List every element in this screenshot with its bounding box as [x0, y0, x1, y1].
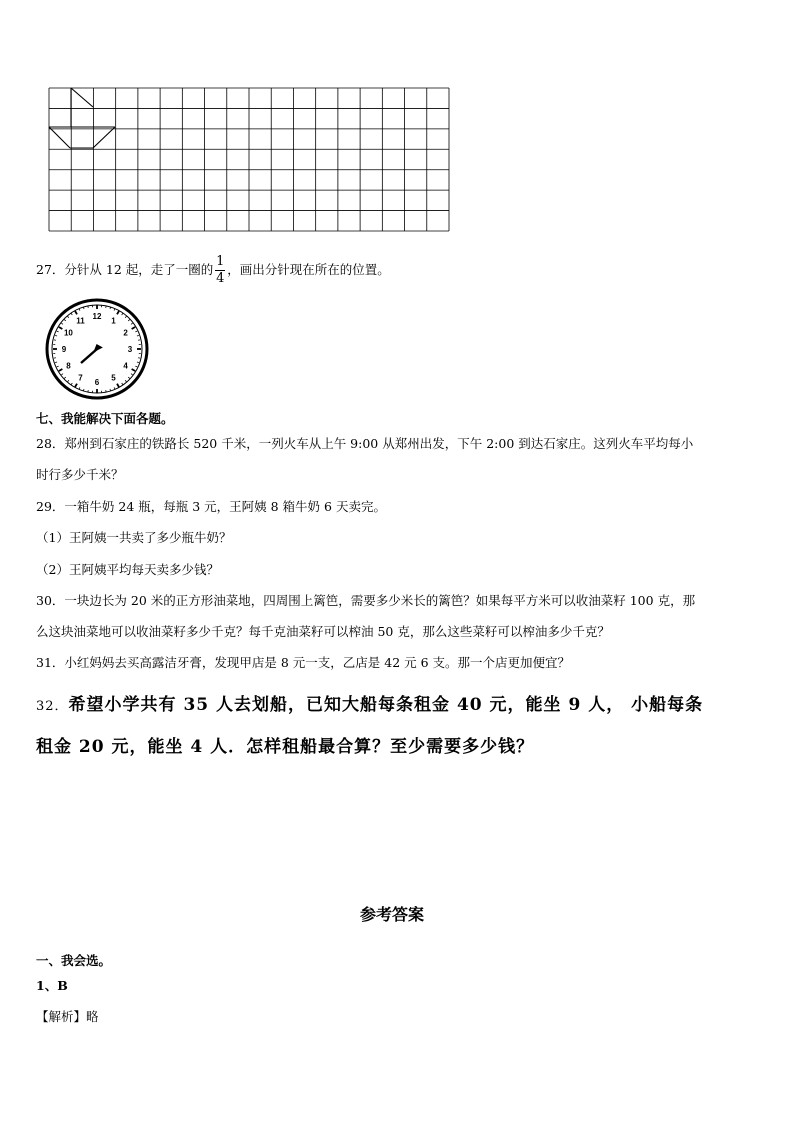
question-29-part2: （2）王阿姨平均每天卖多少钱？ — [36, 562, 219, 577]
clock-number: 7 — [78, 373, 83, 383]
q27-suffix: ，画出分针现在所在的位置。 — [227, 262, 390, 277]
question-29-part1: （1）王阿姨一共卖了多少瓶牛奶？ — [36, 530, 232, 545]
clock-number: 1 — [111, 316, 116, 326]
clock-number: 6 — [94, 378, 100, 387]
clock-face — [44, 297, 150, 401]
clock-number: 5 — [111, 373, 116, 383]
clock-number: 2 — [123, 328, 128, 338]
clock-number: 4 — [123, 361, 128, 371]
q27-prefix: 27．分针从 12 起，走了一圈的 — [36, 262, 214, 277]
clock-number: 10 — [63, 328, 73, 338]
answer-title: 参考答案 — [360, 905, 425, 924]
question-30-line2: 么这块油菜地可以收油菜籽多少千克？每千克油菜籽可以榨油 50 克，那么这些菜籽可以榨油多少千克？ — [36, 624, 610, 639]
question-31: 31．小红妈妈去买高露洁牙膏，发现甲店是 8 元一支，乙店是 42 元 6 支。那一个店更加便宜？ — [36, 655, 571, 670]
fraction-denominator: 4 — [216, 271, 225, 286]
question-32-line2: 租金 20 元，能坐 4 人．怎样租船最合算？至少需要多少钱？ — [36, 737, 535, 757]
clock-number: 8 — [66, 361, 71, 371]
question-30-line1: 30．一块边长为 20 米的正方形油菜地，四周围上篱笆，需要多少米长的篱笆？如果每平方米可以收油菜籽 100 克，那 — [36, 593, 696, 608]
q32-text-line1: 希望小学共有 35 人去划船，已知大船每条租金 40 元，能坐 9 人， 小船每条 — [68, 695, 704, 715]
clock-number: 9 — [61, 345, 67, 354]
boat-shape — [49, 88, 115, 148]
question-32-line1 — [36, 690, 703, 715]
question-28-line1: 28．郑州到石家庄的铁路长 520 千米，一列火车从上午 9:00 从郑州出发，下午 2:00 到达石家庄。这列火车平均每小 — [36, 436, 694, 451]
section-7-heading: 七、我能解决下面各题。 — [36, 411, 174, 426]
answer-1-analysis: 【解析】略 — [36, 1009, 99, 1024]
question-27 — [36, 255, 390, 286]
answer-1: 1、B — [36, 978, 68, 993]
clock-number: 12 — [92, 312, 102, 321]
q32-number: 32． — [36, 699, 69, 714]
fraction-numerator: 1 — [216, 254, 225, 269]
clock-number: 3 — [127, 345, 133, 354]
fraction-one-quarter — [215, 255, 225, 286]
grid-drawing — [48, 87, 451, 233]
clock-number: 11 — [76, 316, 85, 326]
question-28-line2: 时行多少千米？ — [36, 467, 124, 482]
question-29: 29．一箱牛奶 24 瓶，每瓶 3 元，王阿姨 8 箱牛奶 6 天卖完。 — [36, 499, 386, 514]
answer-section-1: 一、我会选。 — [36, 953, 112, 968]
clock-hand — [81, 343, 103, 363]
